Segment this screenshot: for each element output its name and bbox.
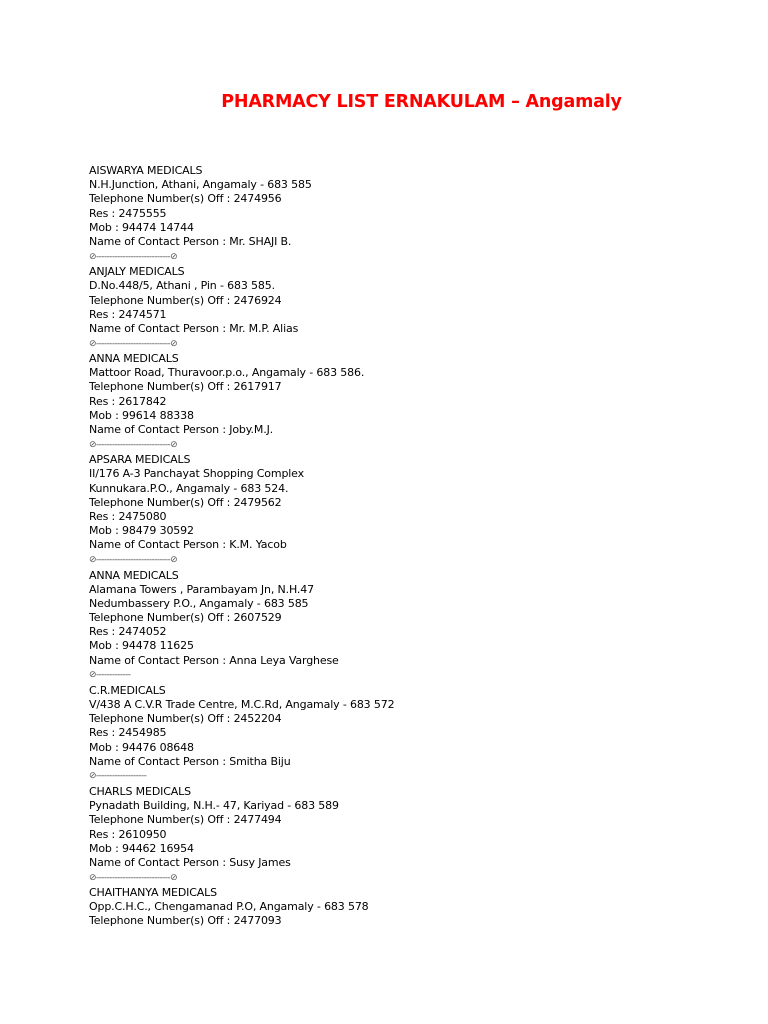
- separator-text: ⊘-------------------: [89, 771, 147, 782]
- pharmacy-phone-office: Telephone Number(s) Off : 2476924: [89, 293, 282, 307]
- pharmacy-name: APSARA MEDICALS: [89, 453, 191, 467]
- pharmacy-phone-res: Res : 2610950: [89, 827, 167, 841]
- pharmacy-contact-person: Name of Contact Person : Mr. SHAJI B.: [89, 234, 292, 248]
- pharmacy-phone-mobile: Mob : 94476 08648: [89, 740, 194, 754]
- pharmacy-address: Alamana Towers , Parambayam Jn, N.H.47: [89, 582, 314, 596]
- pharmacy-name: ANNA MEDICALS: [89, 568, 179, 582]
- page-title: PHARMACY LIST ERNAKULAM – Angamaly: [221, 92, 622, 112]
- separator-text: ⊘----------------------------⊘: [89, 872, 178, 883]
- pharmacy-entry: [89, 785, 729, 886]
- pharmacy-phone-res: Res : 2475080: [89, 509, 167, 523]
- pharmacy-phone-mobile: Mob : 98479 30592: [89, 524, 194, 538]
- separator-text: ⊘----------------------------⊘: [89, 439, 178, 450]
- entry-separator: [89, 870, 729, 886]
- pharmacy-phone-office: Telephone Number(s) Off : 2479562: [89, 495, 282, 509]
- pharmacy-entry: [89, 886, 729, 929]
- entry-separator: [89, 336, 729, 352]
- entry-separator: [89, 668, 729, 684]
- pharmacy-name: ANNA MEDICALS: [89, 352, 179, 366]
- entry-separator: [89, 769, 729, 785]
- pharmacy-phone-mobile: Mob : 94474 14744: [89, 220, 194, 234]
- pharmacy-phone-mobile: Mob : 99614 88338: [89, 408, 194, 422]
- entry-separator: [89, 249, 729, 265]
- pharmacy-entry: [89, 684, 729, 785]
- pharmacy-phone-office: Telephone Number(s) Off : 2477494: [89, 813, 282, 827]
- pharmacy-address: Opp.C.H.C., Chengamanad P.O, Angamaly - 683 578: [89, 900, 369, 914]
- pharmacy-address: Kunnukara.P.O., Angamaly - 683 524.: [89, 481, 289, 495]
- pharmacy-name: AISWARYA MEDICALS: [89, 164, 203, 177]
- separator-text: ⊘----------------------------⊘: [89, 555, 178, 565]
- entry-separator: [89, 437, 729, 453]
- pharmacy-address: N.H.Junction, Athani, Angamaly - 683 585: [89, 178, 312, 192]
- pharmacy-contact-person: Name of Contact Person : Susy James: [89, 855, 291, 869]
- pharmacy-phone-office: Telephone Number(s) Off : 2617917: [89, 380, 282, 394]
- pharmacy-phone-res: Res : 2474571: [89, 307, 167, 321]
- pharmacy-phone-res: Res : 2454985: [89, 726, 167, 740]
- pharmacy-phone-office: Telephone Number(s) Off : 2474956: [89, 192, 282, 206]
- pharmacy-contact-person: Name of Contact Person : K.M. Yacob: [89, 538, 287, 552]
- pharmacy-phone-res: Res : 2475555: [89, 206, 167, 220]
- pharmacy-entry: [89, 164, 729, 265]
- pharmacy-entry: [89, 569, 729, 684]
- pharmacy-address: II/176 A-3 Panchayat Shopping Complex: [89, 467, 304, 481]
- pharmacy-entry: [89, 453, 729, 568]
- pharmacy-phone-res: Res : 2617842: [89, 394, 167, 408]
- pharmacy-phone-office: Telephone Number(s) Off : 2477093: [89, 914, 282, 928]
- separator-text: ⊘----------------------------⊘: [89, 338, 178, 349]
- pharmacy-contact-person: Name of Contact Person : Joby.M.J.: [89, 423, 274, 436]
- pharmacy-entry: [89, 265, 729, 352]
- pharmacy-name: CHARLS MEDICALS: [89, 784, 191, 798]
- pharmacy-contact-person: Name of Contact Person : Anna Leya Varghese: [89, 653, 339, 667]
- pharmacy-phone-office: Telephone Number(s) Off : 2607529: [89, 611, 282, 625]
- pharmacy-contact-person: Name of Contact Person : Mr. M.P. Alias: [89, 321, 299, 335]
- separator-text: ⊘----------------------------⊘: [89, 251, 178, 262]
- pharmacy-address: Mattoor Road, Thuravoor.p.o., Angamaly - 683 586.: [89, 366, 365, 380]
- pharmacy-address: Nedumbassery P.O., Angamaly - 683 585: [89, 596, 309, 610]
- pharmacy-entry: [89, 352, 729, 453]
- separator-text: ⊘-------------: [89, 670, 131, 681]
- entry-separator: [89, 553, 729, 569]
- pharmacy-phone-office: Telephone Number(s) Off : 2452204: [89, 712, 282, 726]
- pharmacy-address: V/438 A C.V.R Trade Centre, M.C.Rd, Angamaly - 683 572: [89, 698, 395, 711]
- pharmacy-phone-mobile: Mob : 94462 16954: [89, 841, 194, 855]
- pharmacy-contact-person: Name of Contact Person : Smitha Biju: [89, 754, 291, 768]
- pharmacy-list: [89, 164, 729, 929]
- pharmacy-phone-res: Res : 2474052: [89, 625, 167, 639]
- pharmacy-name: C.R.MEDICALS: [89, 683, 166, 697]
- pharmacy-name: CHAITHANYA MEDICALS: [89, 886, 217, 900]
- pharmacy-name: ANJALY MEDICALS: [89, 265, 185, 279]
- pharmacy-address: Pynadath Building, N.H.- 47, Kariyad - 683 589: [89, 799, 339, 813]
- pharmacy-address: D.No.448/5, Athani , Pin - 683 585.: [89, 279, 275, 293]
- pharmacy-phone-mobile: Mob : 94478 11625: [89, 639, 194, 653]
